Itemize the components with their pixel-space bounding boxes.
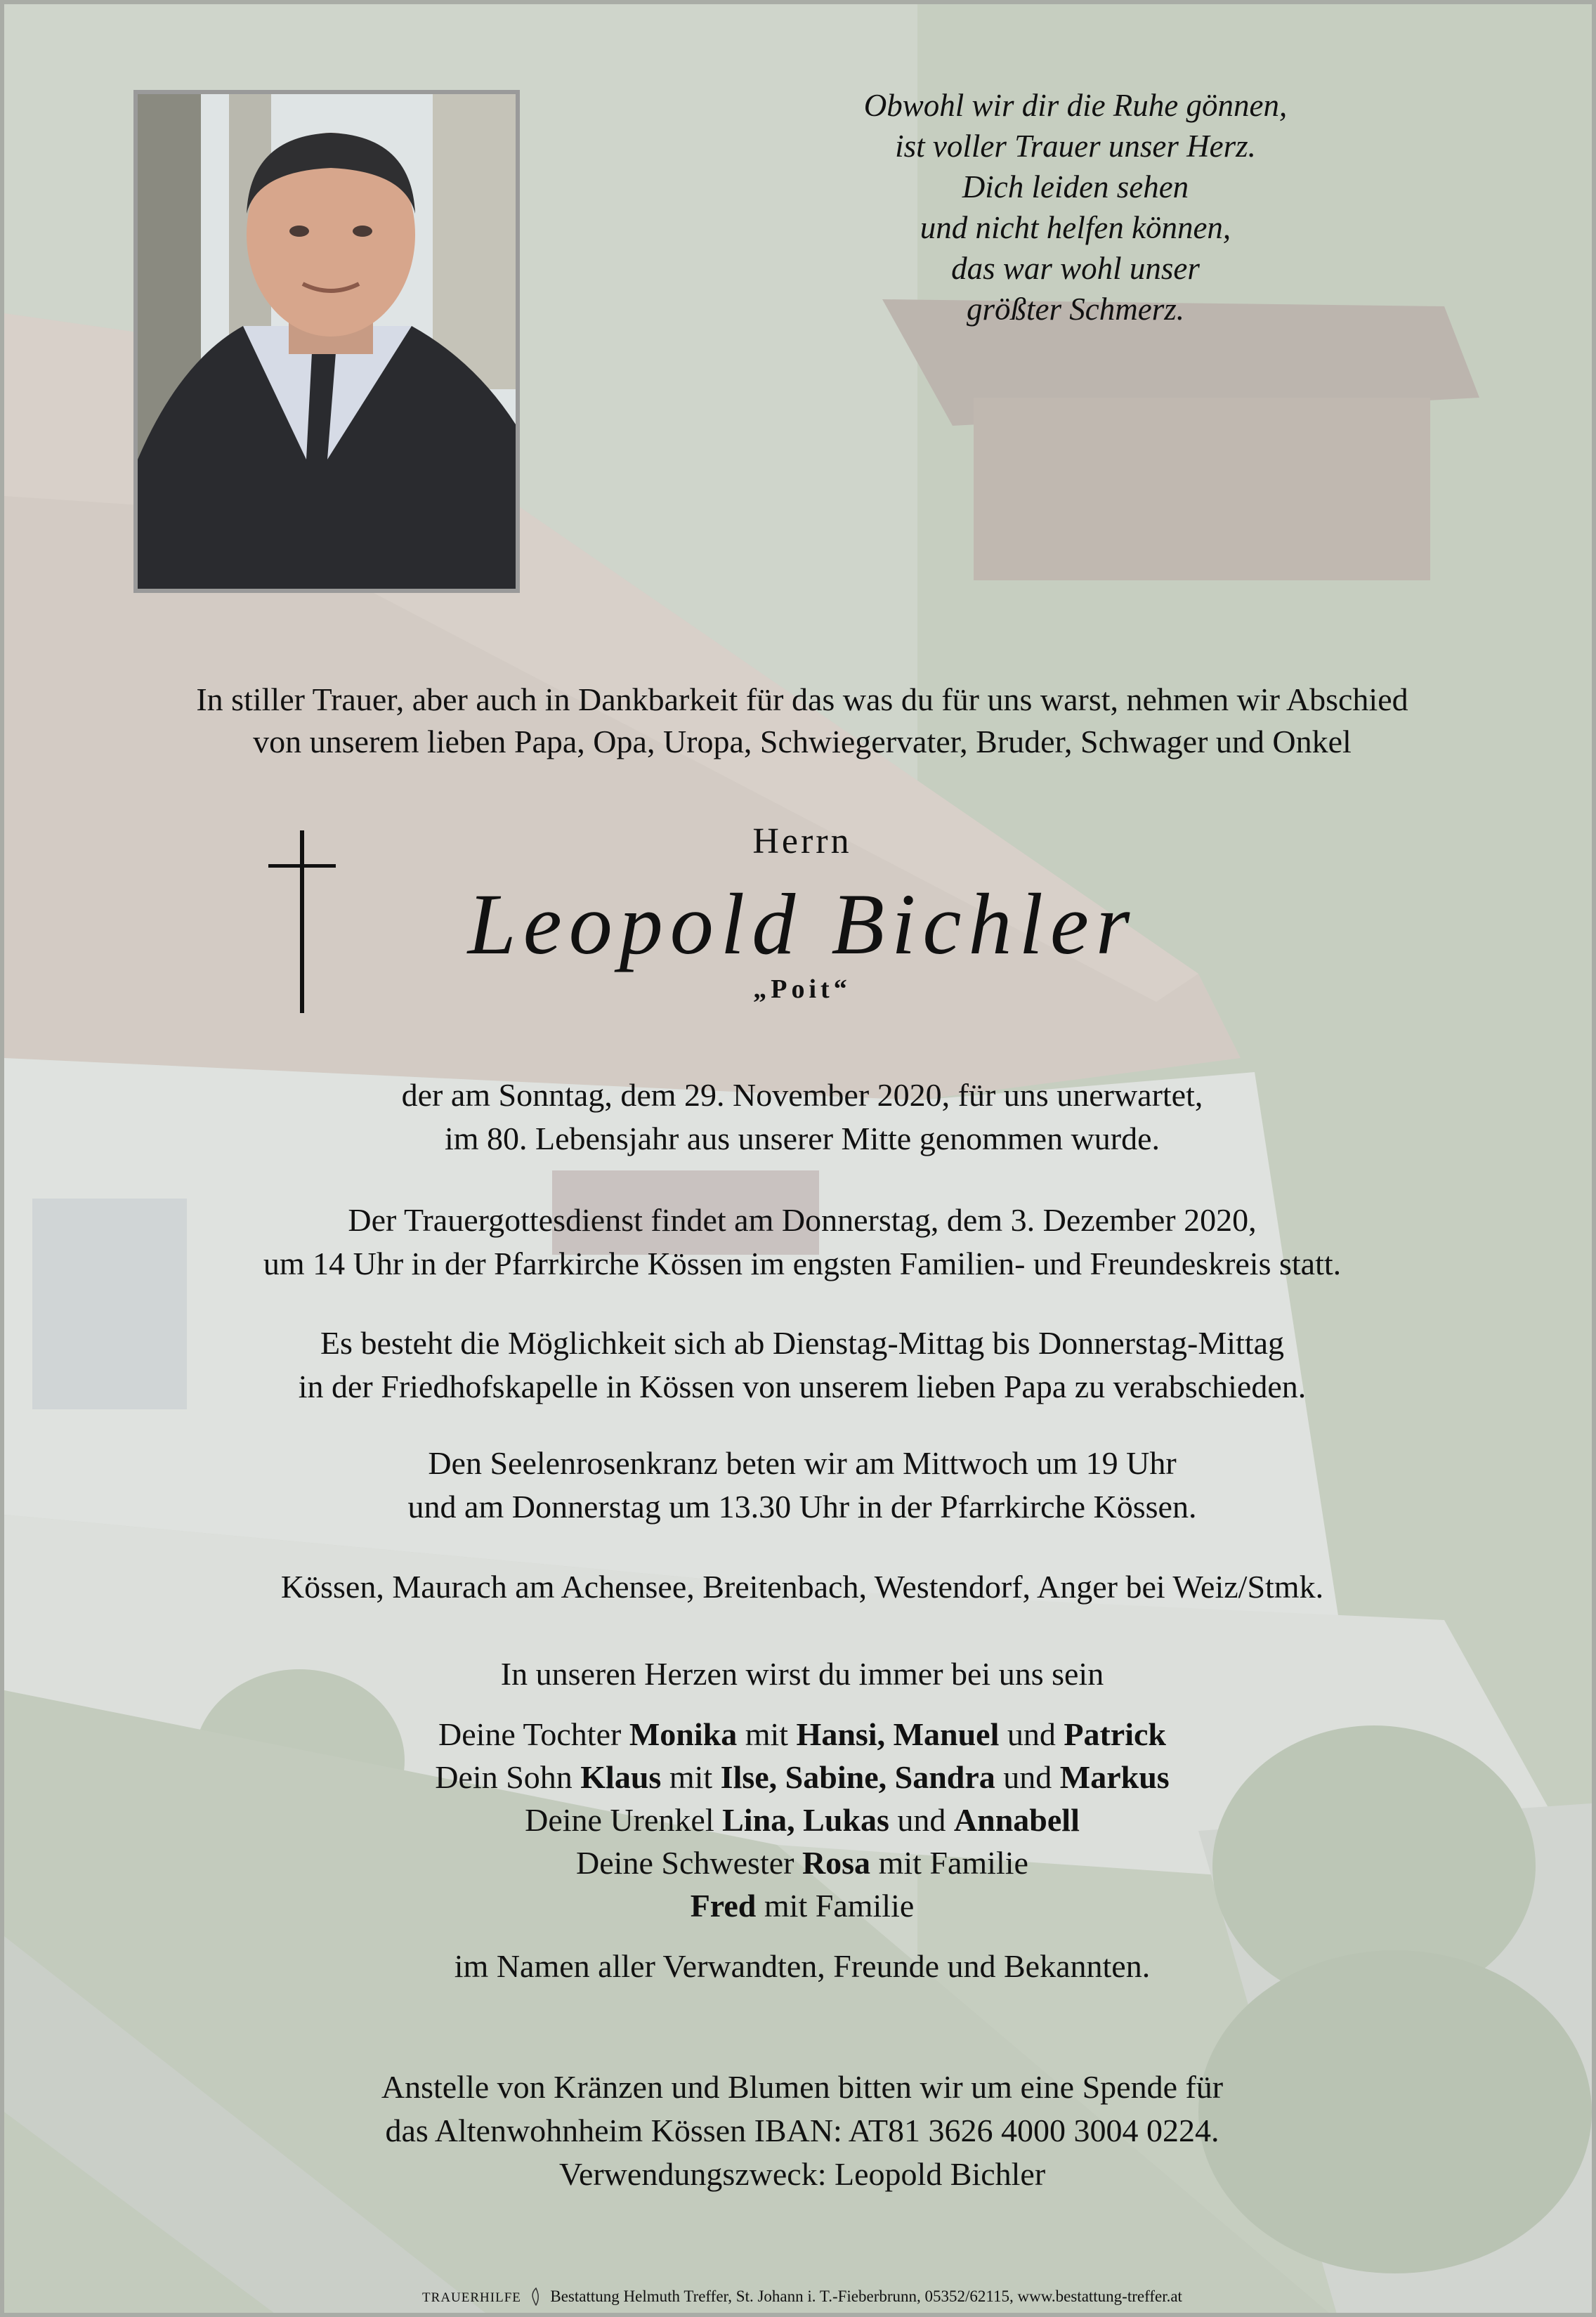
donation-request <box>4 2065 1596 2196</box>
nickname: „Poit“ <box>753 974 851 1004</box>
donation-line: Verwendungszweck: Leopold Bichler <box>558 2156 1046 2192</box>
family-great-grandchildren <box>4 1799 1596 1841</box>
portrait-photo <box>133 90 520 593</box>
rosary-line: und am Donnerstag um 13.30 Uhr in der Pfarrkirche Kössen. <box>407 1489 1197 1525</box>
family-name: Fred <box>690 1888 757 1924</box>
death-notice <box>4 1073 1596 1161</box>
family-connector: mit <box>669 1759 713 1795</box>
poem-line: und nicht helfen können, <box>920 210 1231 245</box>
family-connector: und <box>1007 1716 1056 1752</box>
service-line: Der Trauergottesdienst findet am Donnerstag, dem 3. Dezember 2020, <box>348 1202 1257 1238</box>
family-sister <box>4 1841 1596 1884</box>
poem <box>791 85 1360 329</box>
poem-line: Dich leiden sehen <box>962 169 1189 204</box>
poem-line: größter Schmerz. <box>967 292 1184 327</box>
family-name: Patrick <box>1064 1716 1166 1752</box>
farewell-info <box>4 1321 1596 1409</box>
donation-line: Anstelle von Kränzen und Blumen bitten wir um eine Spende für <box>381 2069 1224 2105</box>
death-notice-line: im 80. Lebensjahr aus unserer Mitte genommen wurde. <box>444 1121 1160 1156</box>
family-suffix: mit Familie <box>764 1888 915 1924</box>
family-brother <box>4 1884 1596 1927</box>
rosary-info <box>4 1442 1596 1529</box>
closing-line: In unseren Herzen wirst du immer bei uns sein <box>500 1656 1104 1692</box>
salutation: Herrn <box>752 821 852 861</box>
service-line: um 14 Uhr in der Pfarrkirche Kössen im engsten Familien- und Freundeskreis statt. <box>263 1246 1342 1281</box>
footer-text: Bestattung Helmuth Treffer, St. Johann i. T.-Fieberbrunn, 05352/62115, www.bestattung-treffer.at <box>550 2287 1182 2305</box>
rosary-line: Den Seelenrosenkranz beten wir am Mittwoch um 19 Uhr <box>428 1445 1177 1481</box>
farewell-line: Es besteht die Möglichkeit sich ab Dienstag-Mittag bis Donnerstag-Mittag <box>320 1325 1285 1361</box>
family-daughter <box>4 1713 1596 1756</box>
deceased-name: Leopold Bichler <box>467 876 1137 972</box>
intro-text <box>4 679 1596 763</box>
family-name: Lina, Lukas <box>722 1802 889 1838</box>
intro-line: von unserem lieben Papa, Opa, Uropa, Schwiegervater, Bruder, Schwager und Onkel <box>253 724 1352 759</box>
family-name: Ilse, Sabine, Sandra <box>720 1759 995 1795</box>
intro-line: In stiller Trauer, aber auch in Dankbarkeit für das was du für uns warst, nehmen wir Abschied <box>196 681 1408 717</box>
poem-line: Obwohl wir dir die Ruhe gönnen, <box>863 88 1288 123</box>
family-son <box>4 1756 1596 1799</box>
family-prefix: Dein Sohn <box>435 1759 573 1795</box>
farewell-line: in der Friedhofskapelle in Kössen von unserem lieben Papa zu verabschieden. <box>298 1369 1307 1404</box>
poem-line: das war wohl unser <box>951 251 1200 286</box>
family-connector: und <box>1003 1759 1052 1795</box>
family-prefix: Deine Urenkel <box>525 1802 714 1838</box>
family-prefix: Deine Tochter <box>438 1716 622 1752</box>
family-connector: und <box>897 1802 946 1838</box>
family-connector: mit <box>745 1716 789 1752</box>
family-name: Annabell <box>953 1802 1080 1838</box>
family-name: Monika <box>629 1716 738 1752</box>
family-name: Hansi, Manuel <box>796 1716 1000 1752</box>
family-suffix: mit Familie <box>878 1845 1028 1881</box>
family-name: Markus <box>1059 1759 1170 1795</box>
donation-line: das Altenwohnheim Kössen IBAN: AT81 3626 4000 3004 0224. <box>385 2113 1219 2148</box>
footer <box>4 2287 1596 2306</box>
service-info <box>4 1199 1596 1286</box>
footer-brand: TRAUERHILFE <box>422 2290 521 2305</box>
family-name: Rosa <box>802 1845 871 1881</box>
family-list <box>4 1713 1596 1927</box>
family-name: Klaus <box>580 1759 662 1795</box>
on-behalf: im Namen aller Verwandten, Freunde und Bekannten. <box>454 1948 1151 1984</box>
poem-line: ist voller Trauer unser Herz. <box>895 129 1256 164</box>
death-notice-line: der am Sonntag, dem 29. November 2020, für uns unerwartet, <box>401 1077 1203 1113</box>
family-prefix: Deine Schwester <box>576 1845 794 1881</box>
trauerhilfe-logo-icon <box>530 2287 542 2306</box>
places: Kössen, Maurach am Achensee, Breitenbach, Westendorf, Anger bei Weiz/Stmk. <box>280 1569 1324 1605</box>
